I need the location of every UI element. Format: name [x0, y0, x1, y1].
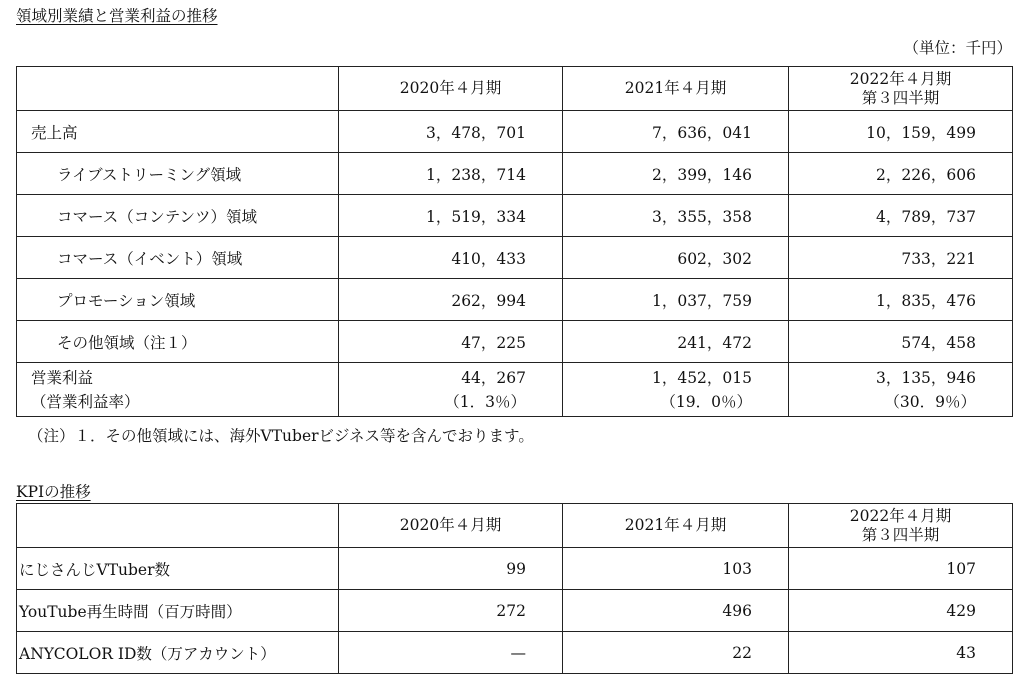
header-blank: [17, 504, 339, 548]
cell-value: 1，519，334: [339, 195, 563, 237]
header-blank: [17, 67, 339, 111]
cell-value: 410，433: [339, 237, 563, 279]
cell-value: —: [339, 632, 563, 674]
table-row: [17, 237, 1013, 279]
row-label: コマース（イベント）領域: [17, 237, 339, 279]
cell-value: 99: [339, 548, 563, 590]
operating-margin-value: （1．3％）: [444, 392, 526, 411]
cell-value: 1，238，714: [339, 153, 563, 195]
kpi-table: [16, 503, 1013, 674]
cell-value: 429: [789, 590, 1013, 632]
cell-value: 272: [339, 590, 563, 632]
cell-value: 2，399，146: [563, 153, 789, 195]
header-q3: 第３四半期: [861, 525, 940, 544]
cell-value: 2，226，606: [789, 153, 1013, 195]
table-row: [17, 111, 1013, 153]
table-row: [17, 279, 1013, 321]
row-label: その他領域（注１）: [17, 321, 339, 363]
header-fy2020: 2020年４月期: [339, 67, 563, 111]
segment-performance-title: 領域別業績と営業利益の推移: [16, 7, 218, 25]
row-label: コマース（コンテンツ）領域: [17, 195, 339, 237]
cell-value: 1，037，759: [563, 279, 789, 321]
cell-value: 574，458: [789, 321, 1013, 363]
table-row: [17, 548, 1013, 590]
footnote: （注）１．その他領域には、海外VTuberビジネス等を含んでおります。: [28, 427, 534, 445]
cell-value: 1，835，476: [789, 279, 1013, 321]
table-row: [17, 632, 1013, 674]
header-fy2021: 2021年４月期: [563, 67, 789, 111]
cell-value: 10，159，499: [789, 111, 1013, 153]
cell-value: 107: [789, 548, 1013, 590]
operating-profit-label: 営業利益: [31, 368, 94, 387]
operating-profit-value: 44，267: [461, 368, 526, 387]
row-label: [17, 363, 339, 417]
cell-value: 22: [563, 632, 789, 674]
segment-performance-table: [16, 66, 1013, 417]
cell-value: [339, 363, 563, 417]
row-label: YouTube再生時間（百万時間）: [17, 590, 339, 632]
operating-profit-value: 1，452，015: [651, 368, 752, 387]
operating-margin-value: （19．0％）: [660, 392, 752, 411]
header-q3: 第３四半期: [861, 88, 940, 107]
kpi-title: KPIの推移: [16, 483, 91, 501]
cell-value: 103: [563, 548, 789, 590]
header-fy2021: 2021年４月期: [563, 504, 789, 548]
cell-value: [563, 363, 789, 417]
cell-value: 602，302: [563, 237, 789, 279]
operating-profit-row: [17, 363, 1013, 417]
row-label: プロモーション領域: [17, 279, 339, 321]
cell-value: 241，472: [563, 321, 789, 363]
cell-value: 3，355，358: [563, 195, 789, 237]
header-fy2022-q3: [789, 504, 1013, 548]
header-fy2022-q3: [789, 67, 1013, 111]
table-header-row: [17, 504, 1013, 548]
row-label: にじさんじVTuber数: [17, 548, 339, 590]
header-fy2020: 2020年４月期: [339, 504, 563, 548]
cell-value: 4，789，737: [789, 195, 1013, 237]
table-row: [17, 321, 1013, 363]
cell-value: 3，478，701: [339, 111, 563, 153]
cell-value: 47，225: [339, 321, 563, 363]
table-header-row: [17, 67, 1013, 111]
operating-profit-value: 3，135，946: [875, 368, 976, 387]
table-row: [17, 195, 1013, 237]
table-row: [17, 590, 1013, 632]
cell-value: [789, 363, 1013, 417]
cell-value: 733，221: [789, 237, 1013, 279]
row-label: ライブストリーミング領域: [17, 153, 339, 195]
row-label: ANYCOLOR ID数（万アカウント）: [17, 632, 339, 674]
operating-margin-value: （30．9％）: [884, 392, 976, 411]
unit-label: （単位：千円）: [903, 39, 1012, 57]
operating-margin-label: （営業利益率）: [31, 392, 140, 411]
cell-value: 262，994: [339, 279, 563, 321]
cell-value: 7，636，041: [563, 111, 789, 153]
table-row: [17, 153, 1013, 195]
cell-value: 496: [563, 590, 789, 632]
row-label: 売上高: [17, 111, 339, 153]
cell-value: 43: [789, 632, 1013, 674]
header-fy2022: 2022年４月期: [849, 506, 952, 525]
header-fy2022: 2022年４月期: [849, 69, 952, 88]
